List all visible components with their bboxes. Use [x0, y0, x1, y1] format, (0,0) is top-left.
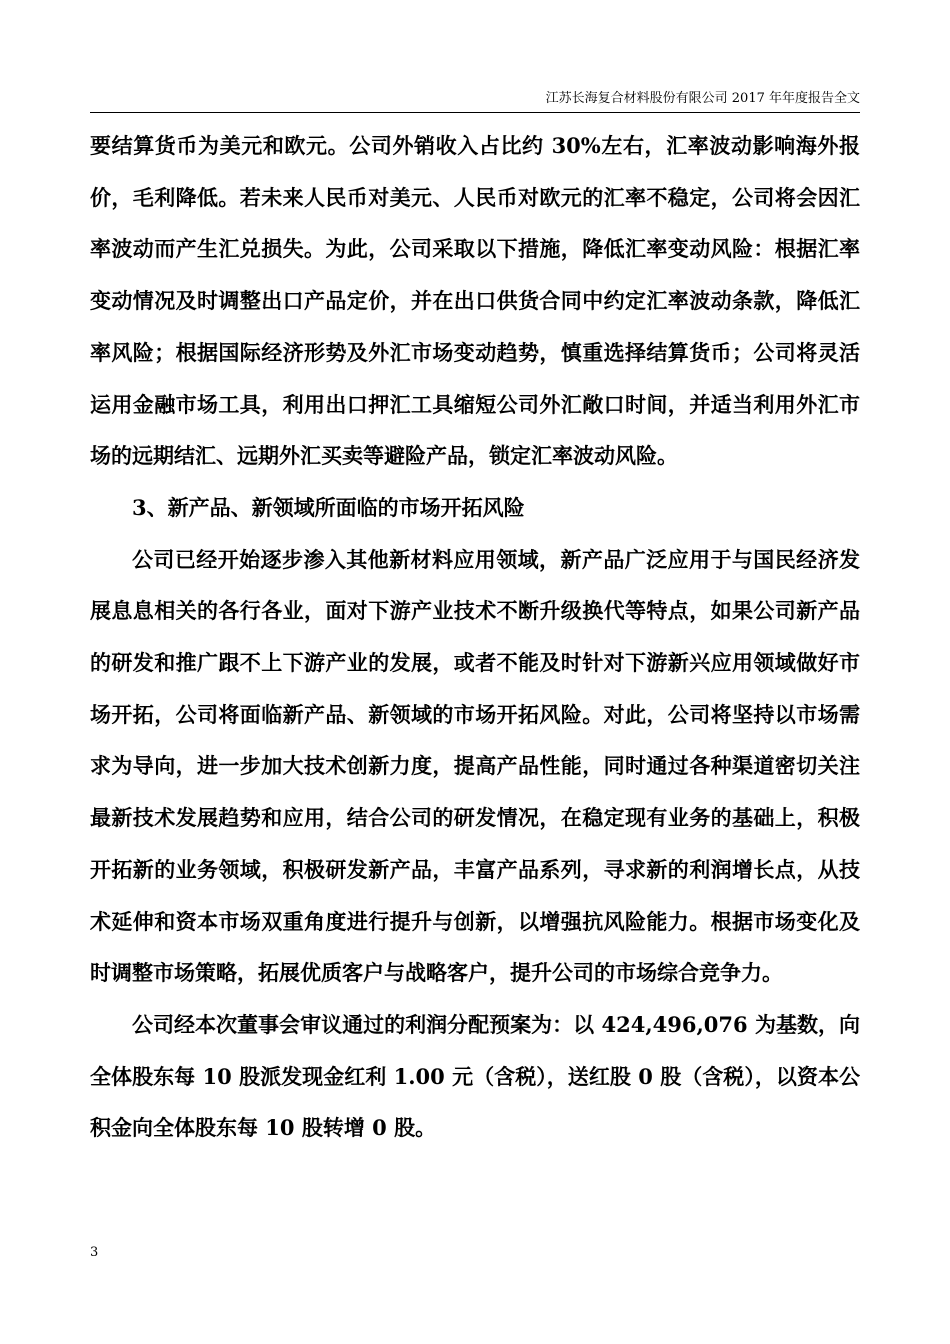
header-title: 江苏长海复合材料股份有限公司 2017 年年度报告全文 [545, 91, 860, 106]
page-number: 3 [90, 1245, 99, 1260]
paragraph-new-products-risk: 公司已经开始逐步渗入其他新材料应用领域，新产品广泛应用于与国民经济发展息息相关的各行各业，面对下游产业技术不断升级换代等特点，如果公司新产品的研发和推广跟不上下游产业的发展，或者不能及时针对下游新兴应用领域做好市场开拓，公司将面临新产品、新领域的市场开拓风险。对此，公司将坚持以市场需求为导向，进一步加大技术创新力度，提高产品性能，同时通过各种渠道密切关注最新技术发展趋势和应用，结合公司的研发情况，在稳定现有业务的基础上，积极开拓新的业务领域，积极研发新产品，丰富产品系列，寻求新的利润增长点，从技术延伸和资本市场双重角度进行提升与创新，以增强抗风险能力。根据市场变化及时调整市场策略，拓展优质客户与战略客户，提升公司的市场综合竞争力。 [90, 546, 860, 986]
paragraph-exchange-rate-risk: 要结算货币为美元和欧元。公司外销收入占比约 30%左右，汇率波动影响海外报价，毛利降低。若未来人民币对美元、人民币对欧元的汇率不稳定，公司将会因汇率波动而产生汇兑损失。为此，公司采取以下措施，降低汇率变动风险：根据汇率变动情况及时调整出口产品定价，并在出口供货合同中约定汇率波动条款，降低汇率风险；根据国际经济形势及外汇市场变动趋势，慎重选择结算货币；公司将灵活运用金融市场工具，利用出口押汇工具缩短公司外汇敞口时间，并适当利用外汇市场的远期结汇、远期外汇买卖等避险产品，锁定汇率波动风险。 [90, 133, 860, 469]
section-heading-new-products-risk: 3、新产品、新领域所面临的市场开拓风险 [132, 494, 525, 520]
page-header [90, 90, 860, 113]
document-body [90, 120, 860, 1154]
paragraph-profit-distribution: 公司经本次董事会审议通过的利润分配预案为：以 424,496,076 为基数，向全体股东每 10 股派发现金红利 1.00 元（含税），送红股 0 股（含税），以资本公积金向全体股东每 10 股转增 0 股。 [90, 1011, 860, 1141]
